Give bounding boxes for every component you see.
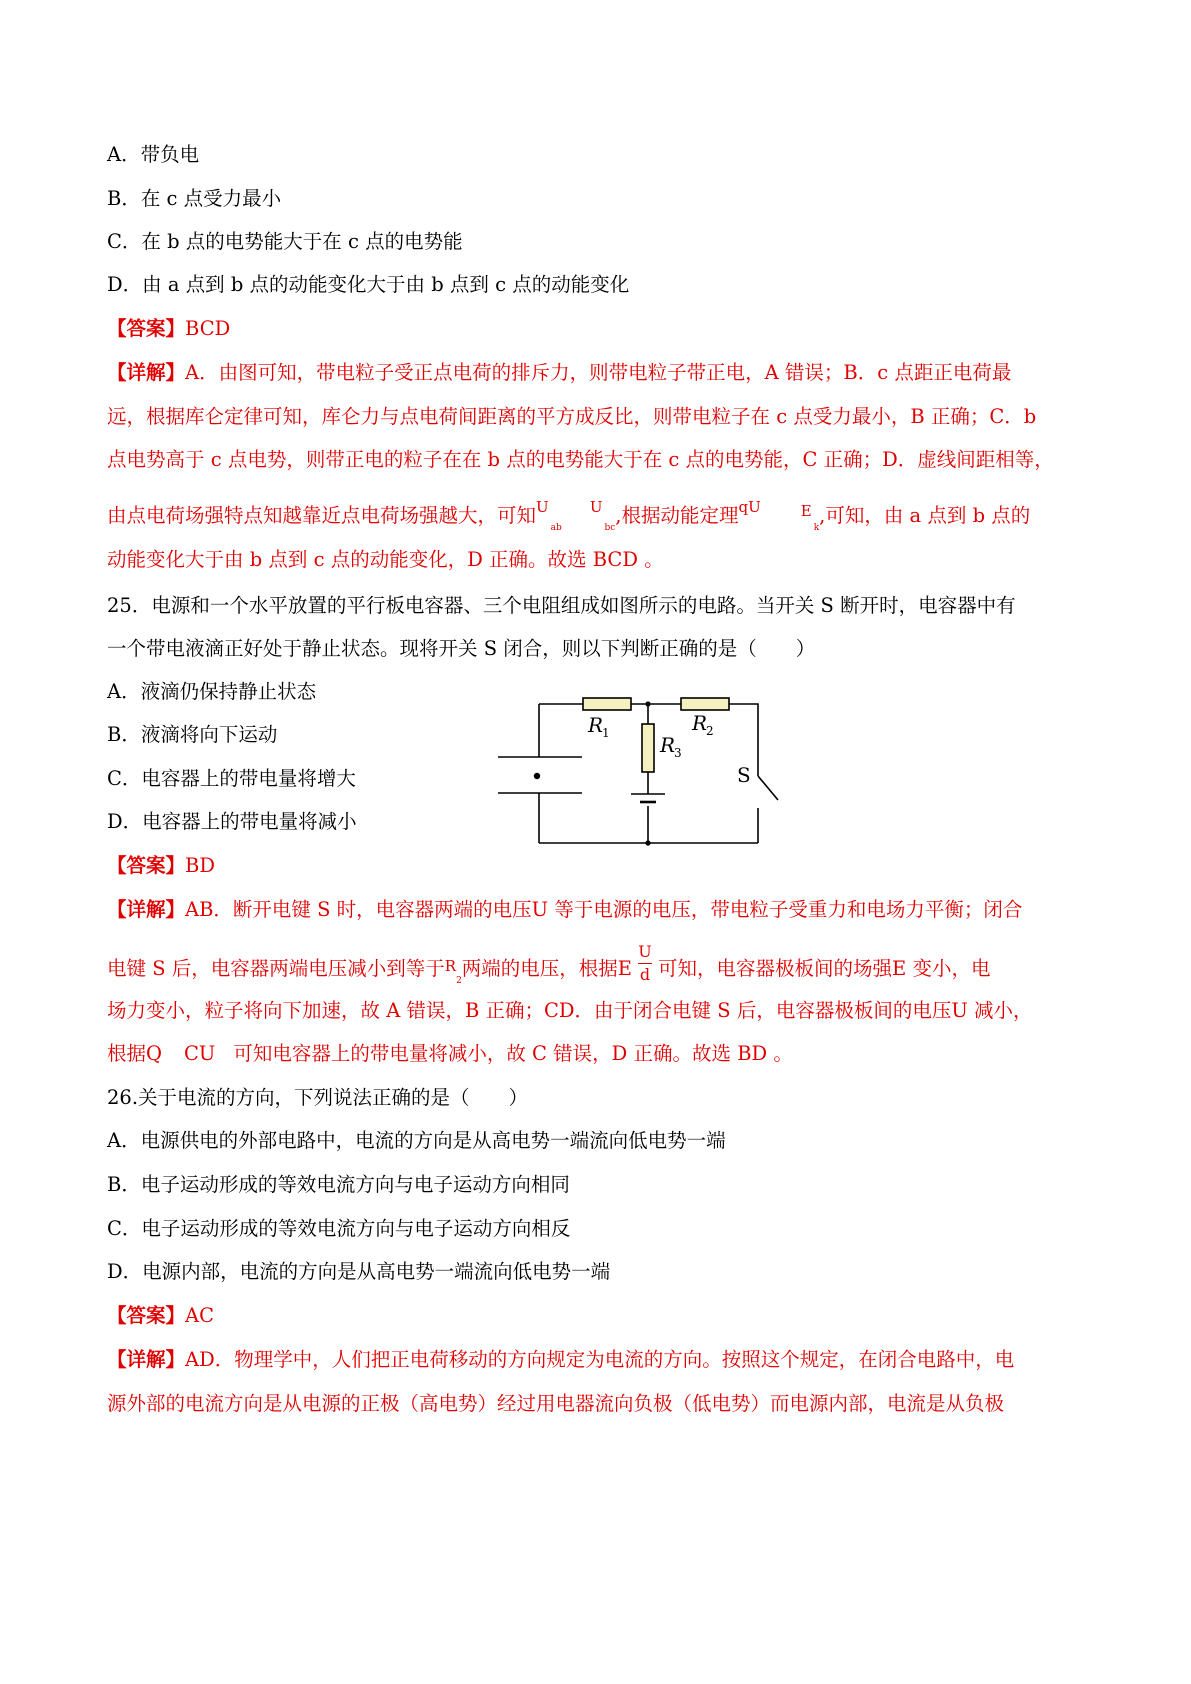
subscript-2: 2 <box>456 976 462 986</box>
fraction-u-over-d <box>638 943 652 984</box>
subscript-ab: ab <box>550 523 562 533</box>
detail-text: 根据Q <box>107 1042 162 1065</box>
q25-detail-line-4 <box>107 1042 793 1066</box>
q26-detail-line-2: 源外部的电流方向是从电源的正极（高电势）经过用电器流向负极（低电势）而电源内部，电流是从负极 <box>107 1392 1005 1415</box>
resistor-r1 <box>583 698 631 710</box>
q26-option-b: B．电子运动形成的等效电流方向与电子运动方向相同 <box>107 1173 570 1196</box>
subscript-k: k <box>813 523 820 533</box>
label-switch: S <box>737 763 751 787</box>
resistor-r3 <box>642 724 654 772</box>
detail-text: A．由图可知，带电粒子受正点电荷的排斥力，则带电粒子带正电，A 错误；B．c 点距正电荷最 <box>185 361 1012 384</box>
switch-blade <box>758 776 778 800</box>
answer-tag: 【答案】 <box>107 1304 186 1327</box>
q26-option-a: A．电源供电的外部电路中，电流的方向是从高电势一端流向低电势一端 <box>107 1129 726 1152</box>
detail-text: ,可知，由 a 点到 b 点的 <box>819 504 1031 527</box>
q25-detail-line-3: 场力变小，粒子将向下加速，故 A 错误，B 正确；CD．由于闭合电键 S 后，电容器极板间的电压U 减小， <box>107 999 1033 1022</box>
q25-option-c: C．电容器上的带电量将增大 <box>107 767 356 790</box>
symbol-u: U <box>536 498 549 516</box>
answer-value: AC <box>185 1304 215 1327</box>
label-r1: R <box>588 713 604 737</box>
detail-text: AD．物理学中，人们把正电荷移动的方向规定为电流的方向。按照这个规定，在闭合电路中，电 <box>185 1348 1015 1371</box>
detail-text: 电键 S 后，电容器两端电压减小到等于 <box>107 957 445 980</box>
q24-detail-line-5: 动能变化大于由 b 点到 c 点的动能变化，D 正确。故选 BCD 。 <box>107 548 664 571</box>
detail-text: ,根据动能定理 <box>615 504 739 527</box>
detail-text: 两端的电压，根据E <box>461 957 633 980</box>
q24-option-a: A．带负电 <box>107 143 200 166</box>
q24-detail-line-3: 点电势高于 c 点电势，则带正电的粒子在在 b 点的电势能大于在 c 点的电势能，C 正确；D．虚线间距相等， <box>107 448 1054 471</box>
q26-option-c: C．电子运动形成的等效电流方向与电子运动方向相反 <box>107 1217 571 1240</box>
answer-value: BCD <box>185 317 231 340</box>
symbol-qu: qU <box>738 498 761 516</box>
q24-detail-line-1 <box>107 361 1011 385</box>
detail-tag: 【详解】 <box>107 1348 186 1371</box>
q24-option-b: B．在 c 点受力最小 <box>107 187 282 210</box>
detail-tag: 【详解】 <box>107 361 186 384</box>
answer-tag: 【答案】 <box>107 854 186 877</box>
label-r3: R <box>660 733 676 757</box>
q24-option-d: D．由 a 点到 b 点的动能变化大于由 b 点到 c 点的动能变化 <box>107 273 630 296</box>
q26-stem: 26.关于电流的方向，下列说法正确的是（ ） <box>107 1086 529 1109</box>
q24-option-c: C．在 b 点的电势能大于在 c 点的电势能 <box>107 230 463 253</box>
symbol-r: R <box>444 957 457 975</box>
label-r2-sub: 2 <box>706 724 714 738</box>
q25-stem-line-2: 一个带电液滴正好处于静止状态。现将开关 S 闭合，则以下判断正确的是（ ） <box>107 637 816 660</box>
resistor-r2 <box>681 698 729 710</box>
answer-tag: 【答案】 <box>107 317 186 340</box>
detail-text: 可知，电容器极板间的场强E 变小，电 <box>658 957 991 980</box>
fraction-numerator: U <box>638 942 652 961</box>
subscript-bc: bc <box>604 523 616 533</box>
q24-answer <box>107 317 230 341</box>
symbol-u: U <box>589 498 603 516</box>
q25-stem-line-1: 25．电源和一个水平放置的平行板电容器、三个电阻组成如图所示的电路。当开关 S 断开时，电容器中有 <box>107 594 1016 617</box>
fraction-bar <box>638 963 652 964</box>
q25-option-a: A．液滴仍保持静止状态 <box>107 680 317 703</box>
fraction-denominator: d <box>639 965 651 984</box>
detail-tag: 【详解】 <box>107 898 186 921</box>
q26-option-d: D．电源内部，电流的方向是从高电势一端流向低电势一端 <box>107 1260 611 1283</box>
q25-detail-line-2 <box>107 942 991 993</box>
junction-dot <box>645 701 650 706</box>
junction-dot <box>645 840 650 845</box>
q25-option-b: B．液滴将向下运动 <box>107 723 278 746</box>
circuit-diagram <box>490 690 790 860</box>
detail-text: 可知电容器上的带电量将减小，故 C 错误，D 正确。故选 BD 。 <box>233 1042 793 1065</box>
label-r2: R <box>692 711 708 735</box>
q25-option-d: D．电容器上的带电量将减小 <box>107 810 357 833</box>
q26-answer <box>107 1304 214 1328</box>
q24-detail-line-4 <box>107 498 1031 540</box>
q24-detail-line-2: 远，根据库仑定律可知，库仑力与点电荷间距离的平方成反比，则带电粒子在 c 点受力最小，B 正确；C．b <box>107 405 1037 428</box>
symbol-e: E <box>800 502 812 520</box>
q25-detail-line-1 <box>107 898 1022 922</box>
label-r3-sub: 3 <box>674 746 682 760</box>
droplet-dot <box>534 773 540 779</box>
q25-answer <box>107 854 215 878</box>
detail-text: AB．断开电键 S 时，电容器两端的电压U 等于电源的电压，带电粒子受重力和电场力平衡；闭合 <box>185 898 1023 921</box>
answer-value: BD <box>185 854 215 877</box>
detail-text: 由点电荷场强特点知越靠近点电荷场强越大，可知 <box>107 504 537 527</box>
q26-detail-line-1 <box>107 1348 1014 1372</box>
symbol-cu: CU <box>184 1042 216 1065</box>
label-r1-sub: 1 <box>602 726 610 740</box>
